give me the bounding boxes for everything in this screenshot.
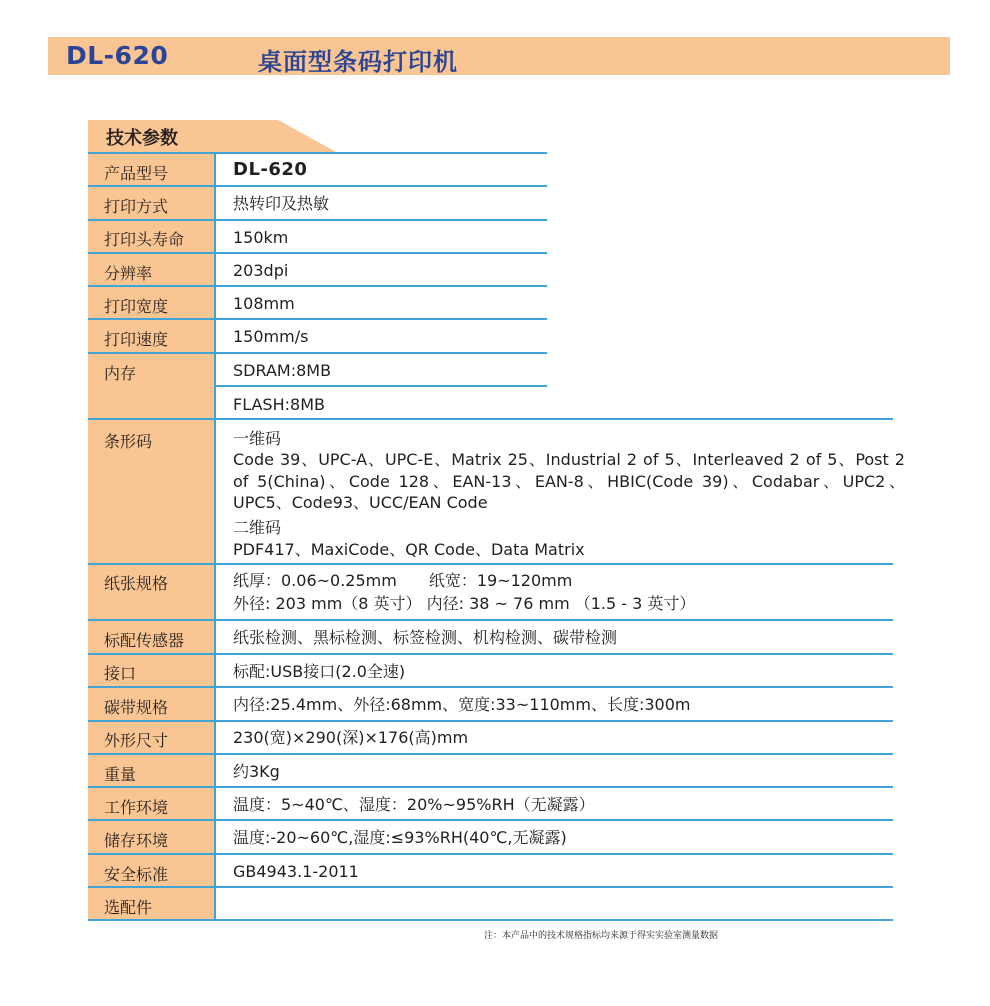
spec-label-print-speed: 打印速度 <box>104 330 169 349</box>
spec-label-head-life: 打印头寿命 <box>104 230 185 249</box>
footnote: 注：本产品中的技术规格指标均来源于得实实验室测量数据 <box>484 931 719 941</box>
spec-value-print-speed: 150mm/s <box>233 327 309 346</box>
spec-value-barcodes-1d-title: 一维码 <box>233 429 282 448</box>
row-divider <box>88 219 547 221</box>
row-divider <box>88 185 547 187</box>
spec-label-memory: 内存 <box>104 364 137 383</box>
row-divider <box>88 619 893 621</box>
spec-label-sensors: 标配传感器 <box>104 631 185 650</box>
spec-value-barcodes-2d-title: 二维码 <box>233 518 282 537</box>
spec-label-operating-env: 工作环境 <box>104 798 169 817</box>
spec-value-ribbon: 内径:25.4mm、外径:68mm、宽度:33~110mm、长度:300m <box>233 695 691 714</box>
header-title: 桌面型条码打印机 <box>258 48 458 76</box>
spec-value-safety: GB4943.1-2011 <box>233 862 359 881</box>
row-divider <box>88 418 893 420</box>
row-divider <box>88 720 893 722</box>
row-divider <box>88 653 893 655</box>
row-divider <box>216 385 547 387</box>
spec-value-storage-env: 温度:-20~60℃,湿度:≤93%RH(40℃,无凝露) <box>233 828 567 847</box>
spec-value-interface: 标配:USB接口(2.0全速) <box>233 662 406 681</box>
row-divider <box>88 919 893 921</box>
spec-value-head-life: 150km <box>233 228 289 247</box>
spec-value-operating-env: 温度：5~40℃、湿度：20%~95%RH（无凝露） <box>233 795 595 814</box>
spec-value-paper-line2: 外径: 203 mm（8 英寸） 内径: 38 ~ 76 mm （1.5 - 3 英寸） <box>233 594 696 613</box>
header-model: DL-620 <box>66 41 169 70</box>
spec-value-barcodes-2d-list: PDF417、MaxiCode、QR Code、Data Matrix <box>233 540 585 559</box>
spec-label-weight: 重量 <box>104 765 137 784</box>
row-divider <box>88 152 547 154</box>
spec-label-resolution: 分辨率 <box>104 264 153 283</box>
spec-value-model: DL-620 <box>233 159 308 180</box>
spec-value-paper-line1: 纸厚：0.06~0.25mm 纸宽：19~120mm <box>233 571 573 590</box>
spec-value-memory-flash: FLASH:8MB <box>233 395 325 414</box>
spec-label-storage-env: 储存环境 <box>104 831 169 850</box>
row-divider <box>88 318 547 320</box>
spec-label-paper: 纸张规格 <box>104 574 169 593</box>
spec-label-model: 产品型号 <box>104 164 169 183</box>
spec-label-interface: 接口 <box>104 664 137 683</box>
spec-value-print-width: 108mm <box>233 294 295 313</box>
row-divider <box>88 853 893 855</box>
spec-label-dimensions: 外形尺寸 <box>104 731 169 750</box>
spec-value-barcodes-1d-list: Code 39、UPC-A、UPC-E、Matrix 25、Industrial 2 of 5、Interleaved 2 of 5、Post 2 of 5(China)、Code 128、EAN-13、EAN-8、HBIC(Code 39)、Codabar、UPC2、UPC5、Code93、UCC/EAN Code <box>233 450 905 512</box>
row-divider <box>88 786 893 788</box>
spec-label-print-width: 打印宽度 <box>104 297 169 316</box>
column-divider <box>214 153 216 920</box>
row-divider <box>88 753 893 755</box>
spec-value-sensors: 纸张检测、黑标检测、标签检测、机构检测、碳带检测 <box>233 628 618 647</box>
spec-value-resolution: 203dpi <box>233 261 289 280</box>
row-divider <box>88 886 893 888</box>
spec-value-print-method: 热转印及热敏 <box>233 194 330 213</box>
spec-label-print-method: 打印方式 <box>104 197 169 216</box>
spec-value-dimensions: 230(宽)×290(深)×176(高)mm <box>233 728 469 747</box>
spec-label-safety: 安全标准 <box>104 865 169 884</box>
row-divider <box>88 686 893 688</box>
header-bar <box>48 37 950 75</box>
row-divider <box>88 563 893 565</box>
spec-value-memory-sdram: SDRAM:8MB <box>233 361 332 380</box>
row-divider <box>88 352 547 354</box>
row-divider <box>88 819 893 821</box>
row-divider <box>88 285 547 287</box>
spec-value-weight: 约3Kg <box>233 762 280 781</box>
spec-label-barcodes: 条形码 <box>104 432 153 451</box>
row-divider <box>88 252 547 254</box>
spec-label-accessories: 选配件 <box>104 898 153 917</box>
spec-label-ribbon: 碳带规格 <box>104 698 169 717</box>
section-title: 技术参数 <box>106 128 178 149</box>
